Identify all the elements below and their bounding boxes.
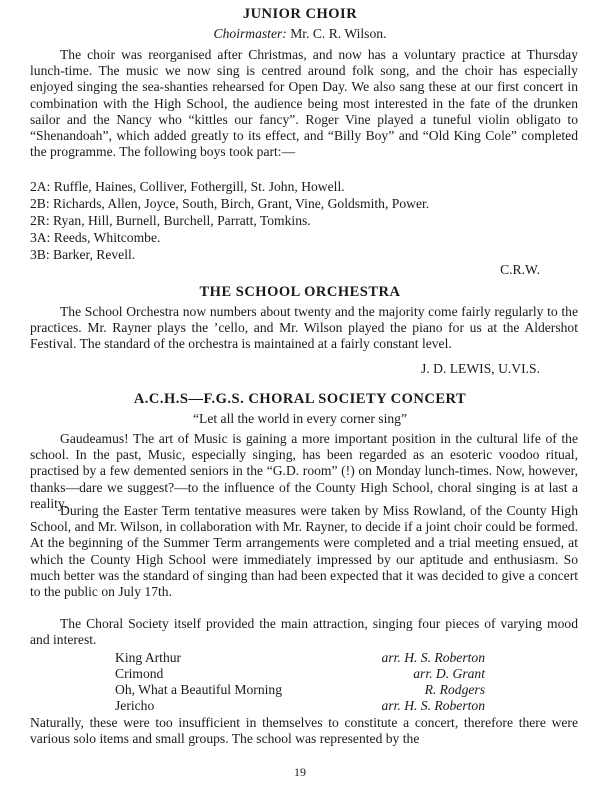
concert-paragraph-2: During the Easter Term tentative measures were taken by Miss Rowland, of the County High School, and Mr. Wilson, in collaboration with Mr. Rayner, to decide if a joint choir could be formed. At the beginning of the Summer Term arrangements were completed and a trial meeting ensued, at which the County High School were immediately impressed by our aptitude and enthusiasm. So much better was the standard of singing than had been expected that it was decided to give a concert to the public on July 17th. <box>30 503 578 600</box>
junior-choir-signature: C.R.W. <box>500 262 540 277</box>
song-list <box>115 650 485 714</box>
concert-epigraph: “Let all the world in every corner sing” <box>192 411 407 426</box>
concert-paragraph-1: Gaudeamus! The art of Music is gaining a more important position in the cultural life of the school. In the past, Music, especially singing, has been regarded as an esoteric voodoo ritual, practised by a few demented seniors in the “G.D. room” (!) on Monday lunch-times. Now, however, thanks—dare we suggest?—to the influence of the County High School, choral singing is at last a reality. <box>30 431 578 511</box>
song-row <box>115 682 485 698</box>
orchestra-heading: THE SCHOOL ORCHESTRA <box>199 284 401 300</box>
form-list-item: 3A: Reeds, Whitcombe. <box>30 230 161 245</box>
page-number: 19 <box>294 765 306 779</box>
concert-paragraph-4: Naturally, these were too insufficient in themselves to constitute a concert, therefore there were various solo items and small groups. The school was represented by the <box>30 715 578 747</box>
song-row <box>115 698 485 714</box>
song-row <box>115 650 485 666</box>
junior-choir-body: The choir was reorganised after Christmas, and now has a voluntary practice at Thursday lunch-time. The music we now sing is centred around folk song, and the choir has especially enjoyed singing the sea-shanties rehearsed for Open Day. We also sang these at our first concert in combination with the High School, the audience being most interested in the fate of the drunken sailor and the Nancy who “kittles our fancy”. Roger Vine played a tuneful violin obligato to “Shenandoah”, which added greatly to its effect, and “Billy Boy” and “Old King Cole” completed the programme. The following boys took part:— <box>30 47 578 160</box>
form-list-item: 2R: Ryan, Hill, Burnell, Burchell, Parratt, Tomkins. <box>30 213 311 228</box>
song-arranger: arr. D. Grant <box>413 666 485 681</box>
form-list-item: 2A: Ruffle, Haines, Colliver, Fothergill, St. John, Howell. <box>30 179 345 194</box>
song-arranger: arr. H. S. Roberton <box>381 650 485 665</box>
song-title: Oh, What a Beautiful Morning <box>115 682 282 697</box>
concert-heading: A.C.H.S—F.G.S. CHORAL SOCIETY CONCERT <box>133 391 467 407</box>
song-arranger: arr. H. S. Roberton <box>381 698 485 713</box>
choirmaster-label: Choirmaster: <box>213 26 287 41</box>
song-title: King Arthur <box>115 650 182 665</box>
choirmaster-name: Mr. C. R. Wilson. <box>290 26 387 41</box>
form-list-item: 3B: Barker, Revell. <box>30 247 136 262</box>
choirmaster-line <box>0 26 600 42</box>
form-list-item: 2B: Richards, Allen, Joyce, South, Birch, Grant, Vine, Goldsmith, Power. <box>30 196 430 211</box>
song-arranger: R. Rodgers <box>424 682 485 697</box>
song-title: Crimond <box>115 666 164 681</box>
orchestra-body: The School Orchestra now numbers about twenty and the majority come fairly regularly to the practices. Mr. Rayner plays the ’cello, and Mr. Wilson played the piano for us at the Aldershot Festival. The standard of the orchestra is maintained at a fairly constant level. <box>30 304 578 352</box>
song-title: Jericho <box>115 698 155 713</box>
song-row <box>115 666 485 682</box>
junior-choir-heading: JUNIOR CHOIR <box>242 6 358 22</box>
orchestra-signature: J. D. LEWIS, U.VI.S. <box>421 361 540 376</box>
concert-paragraph-3: The Choral Society itself provided the main attraction, singing four pieces of varying mood and interest. <box>30 616 578 648</box>
